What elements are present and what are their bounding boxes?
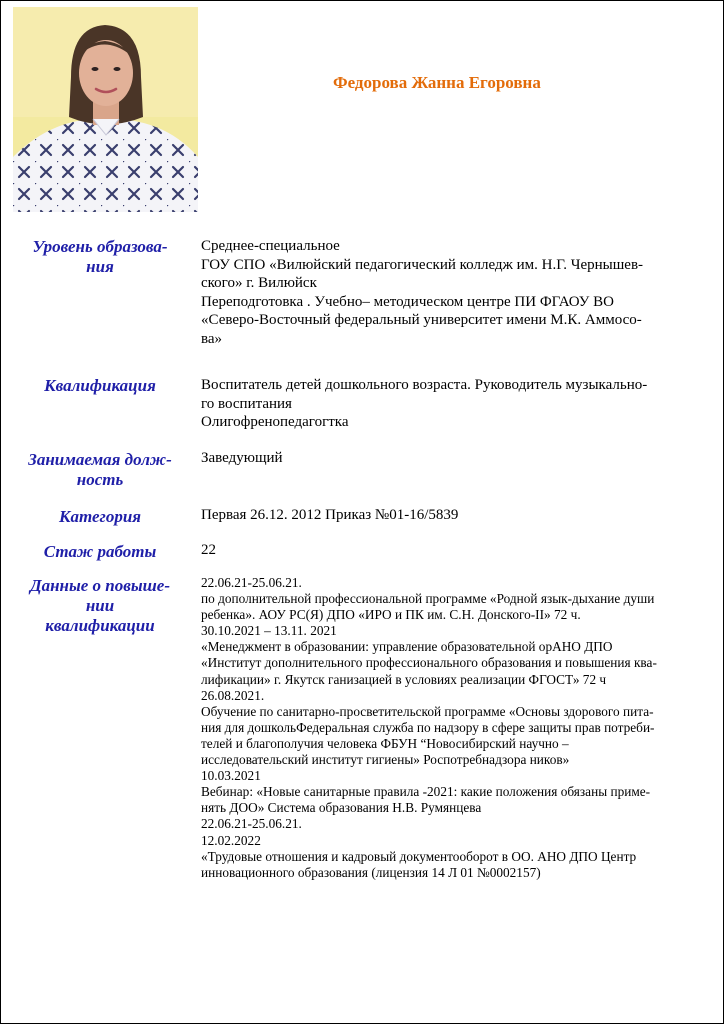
value-line: 30.10.2021 – 13.11. 2021 bbox=[201, 623, 337, 639]
value-line: исследовательский институт гигиены» Роспотребнадзора ников» bbox=[201, 752, 570, 768]
label-line: нии bbox=[85, 596, 115, 615]
value-line: 22.06.21-25.06.21. bbox=[201, 575, 302, 590]
value-line: 22 bbox=[201, 542, 216, 558]
label-line: Уровень образова- bbox=[32, 237, 168, 256]
value-line: по дополнительной профессиональной программе «Родной язык-дыхание души bbox=[201, 591, 655, 607]
qualification-label bbox=[15, 376, 185, 396]
label-line: Категория bbox=[58, 507, 142, 526]
value-line: Обучение по санитарно-просветительской программе «Основы здорового пита- bbox=[201, 703, 654, 719]
position-value bbox=[201, 449, 715, 468]
person-name: Федорова Жанна Егоровна bbox=[333, 73, 541, 92]
value-line: Первая 26.12. 2012 Приказ №01-16/5839 bbox=[201, 507, 459, 523]
value-line: 22.06.21-25.06.21. bbox=[201, 816, 302, 832]
position-label bbox=[15, 450, 185, 490]
value-line: Вебинар: «Новые санитарные правила -2021: какие положения обязаны приме- bbox=[201, 784, 651, 800]
profile-photo bbox=[13, 7, 198, 212]
value-line: «Менеджмент в образовании: управление образовательной орАНО ДПО bbox=[201, 639, 613, 655]
value-line: 10.03.2021 bbox=[201, 768, 261, 784]
label-line: Данные о повыше- bbox=[29, 576, 171, 595]
value-line: Среднее-специальное bbox=[201, 238, 340, 254]
value-line: телей и благополучия человека ФБУН “Новосибирский научно – bbox=[201, 735, 569, 751]
value-line: 26.08.2021. bbox=[201, 687, 265, 703]
category-value bbox=[201, 506, 715, 525]
value-line: Олигофренопедагогтка bbox=[201, 414, 349, 431]
value-line: Переподготовка . Учебно– методическом центре ПИ ФГАОУ ВО bbox=[201, 293, 614, 310]
label-line: Квалификация bbox=[44, 376, 156, 395]
value-line: инновационного образования (лицензия 14 Л 01 №0002157) bbox=[201, 864, 541, 880]
label-line: Стаж работы bbox=[43, 542, 157, 561]
label-line: Занимаемая долж- bbox=[28, 450, 172, 469]
value-line: Заведующий bbox=[201, 450, 283, 466]
experience-value bbox=[201, 541, 715, 560]
value-line: ГОУ СПО «Вилюйский педагогический колледж им. Н.Г. Чернышев- bbox=[201, 256, 644, 273]
value-line: нять ДОО» Система образования Н.В. Румянцева bbox=[201, 800, 482, 816]
value-line: ва» bbox=[201, 330, 223, 347]
value-line: «Институт дополнительного профессионального образования и повышения ква- bbox=[201, 655, 657, 671]
value-line: ния для дошкольФедеральная служба по надзору в сфере защиты прав потреби- bbox=[201, 719, 655, 735]
value-line: Воспитатель детей дошкольного возраста. Руководитель музыкально- bbox=[201, 377, 648, 393]
training-label bbox=[15, 576, 185, 636]
training-value bbox=[201, 575, 715, 881]
qualification-value bbox=[201, 376, 715, 432]
value-line: го воспитания bbox=[201, 395, 292, 412]
experience-label bbox=[15, 542, 185, 562]
value-line: «Трудовые отношения и кадровый документооборот в ОО. АНО ДПО Центр bbox=[201, 848, 637, 864]
education-value bbox=[201, 237, 715, 349]
value-line: лификации» г. Якутск ганизацией в условиях реализации ФГОСТ» 72 ч bbox=[201, 671, 607, 687]
value-line: «Северо-Восточный федеральный университет имени М.К. Аммосо- bbox=[201, 312, 642, 329]
label-line: ность bbox=[76, 470, 124, 489]
value-line: 12.02.2022 bbox=[201, 832, 261, 848]
value-line: ского» г. Вилюйск bbox=[201, 275, 317, 292]
value-line: ребенка». АОУ РС(Я) ДПО «ИРО и ПК им. С.Н. Донского-II» 72 ч. bbox=[201, 607, 581, 623]
category-label bbox=[15, 507, 185, 527]
label-line: квалификации bbox=[45, 616, 155, 635]
education-label bbox=[15, 237, 185, 277]
label-line: ния bbox=[86, 257, 114, 276]
